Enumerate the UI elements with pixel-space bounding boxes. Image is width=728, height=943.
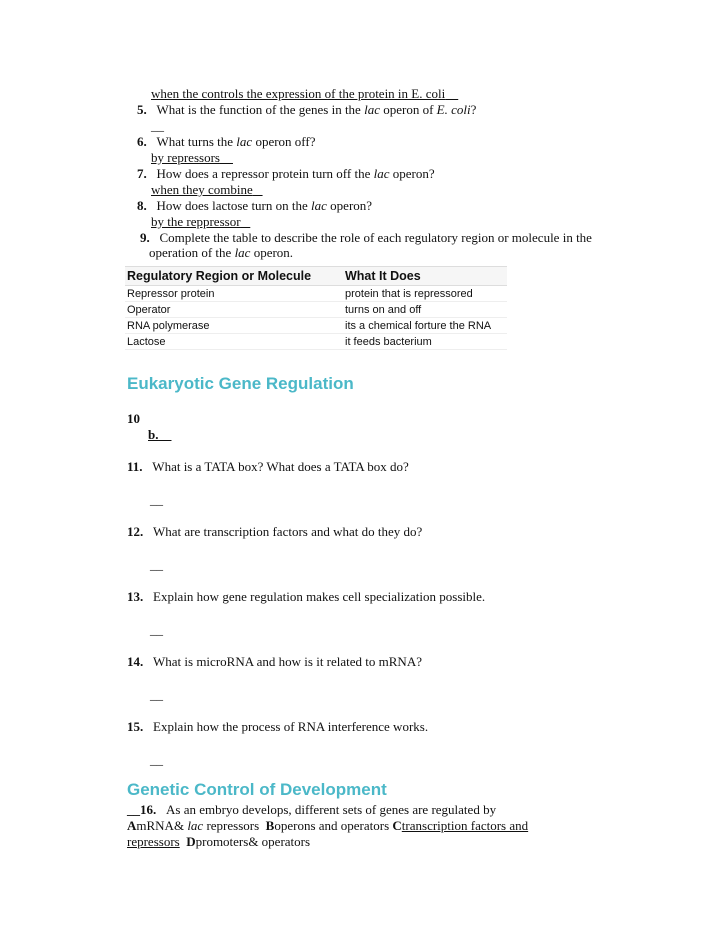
table-row	[125, 318, 507, 334]
question-12	[127, 524, 422, 540]
option-letter: C	[392, 818, 402, 833]
answer-text: by the reppressor	[151, 214, 241, 229]
section-heading: Eukaryotic Gene Regulation	[127, 374, 354, 393]
option-text: repressors	[203, 818, 260, 833]
answer-text: when they combine	[151, 182, 253, 197]
table-cell: it feeds bacterium	[345, 335, 432, 348]
question-5	[137, 102, 476, 118]
question-number: 8.	[137, 198, 147, 213]
question-8	[137, 198, 372, 214]
question-15	[127, 719, 428, 735]
question-7	[137, 166, 435, 182]
question-13	[127, 589, 485, 605]
question-text: What is microRNA and how is it related to mRNA?	[153, 654, 422, 669]
option-letter: D	[186, 834, 196, 849]
answer-text: b.	[148, 427, 159, 442]
option-text: mRNA&	[136, 818, 188, 833]
question-10-number: 10	[127, 411, 140, 426]
question-9	[140, 230, 592, 246]
question-text: operon off?	[252, 134, 316, 149]
question-14	[127, 654, 422, 670]
question-number: 11.	[127, 459, 143, 474]
question-text: How does lactose turn on the	[156, 198, 312, 213]
option-text: promoters& operators	[195, 834, 311, 849]
option-text: repressors	[127, 834, 180, 849]
option-text: operons and operators	[274, 818, 390, 833]
italic-term: lac	[187, 818, 204, 833]
question-text: ?	[470, 102, 477, 117]
table-cell: Lactose	[127, 335, 166, 348]
table-header	[125, 266, 507, 286]
question-16	[127, 802, 496, 818]
question-text: operon.	[250, 245, 294, 260]
italic-term: lac	[311, 198, 327, 213]
table-cell: Repressor protein	[127, 287, 215, 300]
answer-text: by repressors	[151, 150, 220, 165]
answer-line-6	[151, 150, 233, 166]
table-row	[125, 302, 507, 318]
question-9-cont	[149, 245, 293, 261]
question-number: 15.	[127, 719, 144, 734]
question-text: operon of	[379, 102, 437, 117]
regulatory-table	[125, 266, 507, 350]
option-text: transcription factors and	[401, 818, 529, 833]
column-header: What It Does	[345, 269, 421, 283]
question-text: Explain how gene regulation makes cell specialization possible.	[153, 589, 486, 604]
question-text: Complete the table to describe the role of each regulatory region or molecule in the	[159, 230, 592, 245]
table-cell: Operator	[127, 303, 171, 316]
answer-line-4	[151, 86, 458, 102]
answer-line-7	[151, 182, 263, 198]
question-text: operation of the	[149, 245, 235, 260]
question-16-options	[127, 818, 528, 834]
answer-line-14: __	[150, 687, 163, 702]
question-text: What are transcription factors and what do they do?	[153, 524, 423, 539]
column-header: Regulatory Region or Molecule	[127, 269, 312, 283]
answer-text: when the controls the expression of the protein in E. coli	[151, 86, 446, 101]
question-number: 12.	[127, 524, 144, 539]
table-cell: protein that is repressored	[345, 287, 473, 300]
italic-term: lac	[364, 102, 380, 117]
question-number: 13.	[127, 589, 144, 604]
italic-term: E. coli	[436, 102, 471, 117]
table-row	[125, 286, 507, 302]
answer-line-11: __	[150, 492, 163, 507]
question-number: 14.	[127, 654, 144, 669]
question-6	[137, 134, 315, 150]
question-16-options-cont	[127, 834, 310, 850]
question-text: What turns the	[156, 134, 237, 149]
answer-line-12: __	[150, 557, 163, 572]
question-11	[127, 459, 409, 475]
answer-line-5: __	[151, 118, 164, 133]
italic-term: lac	[373, 166, 390, 181]
italic-term: lac	[236, 134, 253, 149]
question-text: Explain how the process of RNA interference works.	[153, 719, 429, 734]
question-text: As an embryo develops, different sets of genes are regulated by	[166, 802, 497, 817]
question-text: What is the function of the genes in the	[156, 102, 365, 117]
answer-line-8	[151, 214, 250, 230]
question-text: operon?	[326, 198, 373, 213]
question-number: 9.	[140, 230, 150, 245]
question-text: How does a repressor protein turn off the	[156, 166, 374, 181]
answer-line-15: __	[150, 752, 163, 767]
table-cell: its a chemical forture the RNA	[345, 319, 492, 332]
question-number: 7.	[137, 166, 147, 181]
question-number: __16.	[127, 802, 157, 817]
question-text: operon?	[389, 166, 435, 181]
question-text: What is a TATA box? What does a TATA box do?	[152, 459, 409, 474]
section-heading: Genetic Control of Development	[127, 780, 387, 799]
table-row	[125, 334, 507, 350]
answer-line-13: __	[150, 622, 163, 637]
answer-line-10	[148, 427, 171, 443]
option-letter: A	[127, 818, 137, 833]
italic-term: lac	[234, 245, 251, 260]
question-number: 6.	[137, 134, 147, 149]
option-letter: B	[265, 818, 275, 833]
table-cell: RNA polymerase	[127, 319, 210, 332]
question-number: 5.	[137, 102, 147, 117]
table-cell: turns on and off	[345, 303, 422, 316]
